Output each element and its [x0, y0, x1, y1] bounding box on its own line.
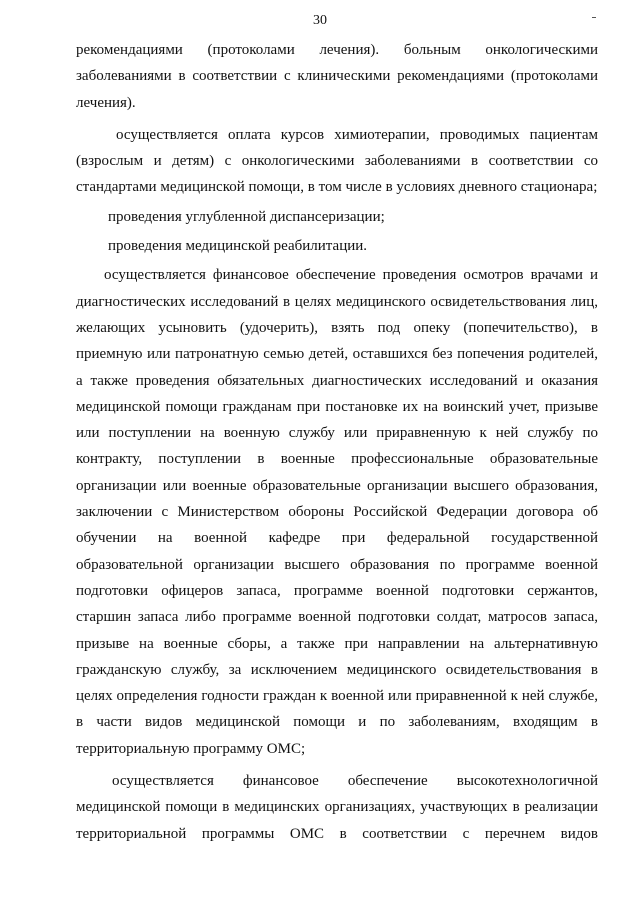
- document-body: [76, 37, 598, 847]
- page-number: 30: [313, 13, 327, 28]
- paragraph-dispensarization: проведения углубленной диспансеризации;: [108, 208, 385, 225]
- paragraph-continuation: рекомендациями (протоколами лечения). больным онкологическими заболеваниями в соответствии с клиническими рекомендациями (протоколами лечения).: [76, 42, 598, 111]
- paragraph-medical-examinations: осуществляется финансовое обеспечение проведения осмотров врачами и диагностических исследований в целях медицинского освидетельствования лиц, желающих усыновить (удочерить), взять под опеку (попечительство), в приемную или патронатную семью детей, оставшихся без попечения родителей, а также проведения обязательных диагностических исследований и оказания медицинской помощи гражданам при постановке их на воинский учет, призыве или поступлении на военную службу или приравненную к ней службу по контракту, поступлении в военные профессиональные образовательные организации или военные образовательные организации высшего образования, заключении с Министерством обороны Российской Федерации договора об обучении на военной кафедре при федеральной государственной образовательной организации высшего образования по программе военной подготовки офицеров запаса, программе военной подготовки сержантов, старшин запаса либо программе военной подготовки солдат, матросов запаса, призыве на военные сборы, а также при направлении на альтернативную гражданскую службу, за исключением медицинского освидетельствования в целях определения годности граждан к военной или приравненной к ней службе, в части видов медицинской помощи и по заболеваниям, входящим в территориальную программу ОМС;: [76, 267, 598, 757]
- scan-mark: [592, 17, 596, 18]
- paragraph-chemotherapy: осуществляется оплата курсов химиотерапии, проводимых пациентам (взрослым и детям) с онкологическими заболеваниями в соответствии со стандартами медицинской помощи, в том числе в условиях дневного стационара;: [76, 126, 598, 196]
- paragraph-rehabilitation: проведения медицинской реабилитации.: [108, 238, 368, 255]
- paragraph-high-tech-care: осуществляется финансовое обеспечение высокотехнологичной медицинской помощи в медицинских организациях, участвующих в реализации территориальной программы ОМС в соответствии с перечнем видов: [76, 773, 598, 842]
